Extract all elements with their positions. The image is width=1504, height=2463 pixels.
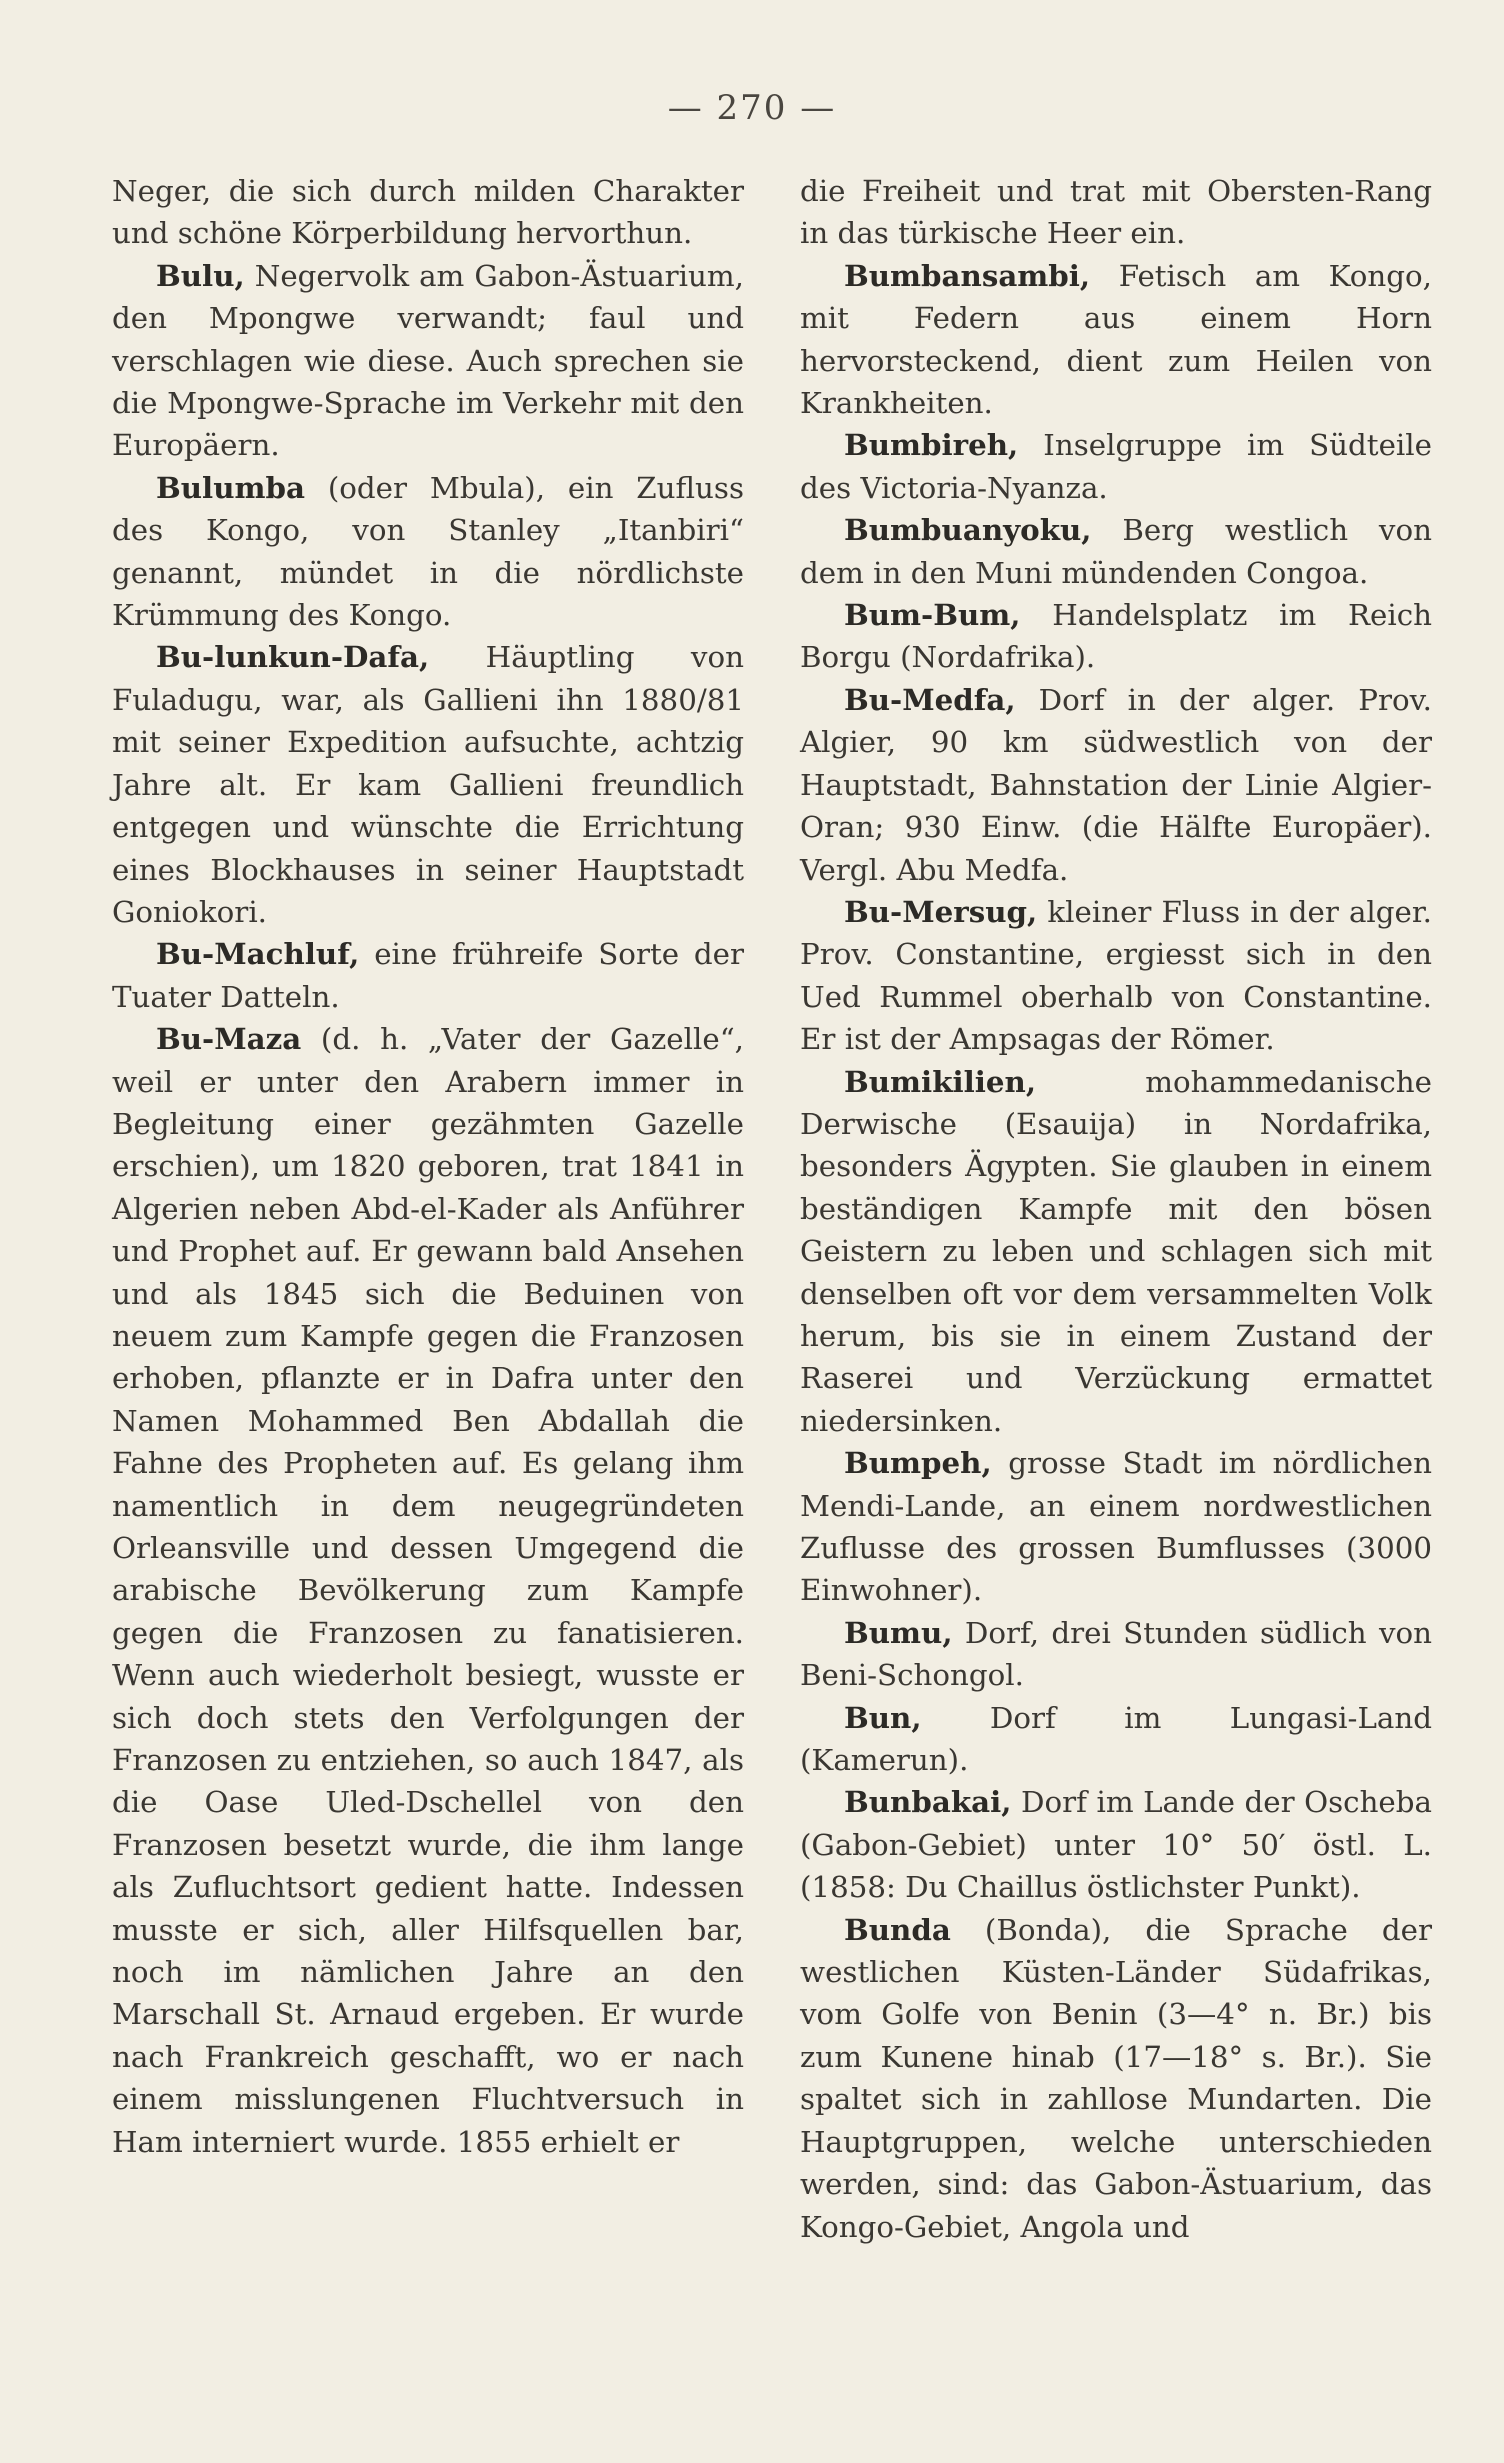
entry-text: (Bonda), die Sprache der westlichen Küsten-Länder Südafrikas, vom Golfe von Benin (3—4° n. Br.) bis zum Kunene hinab (17—18° s. Br.). Sie spaltet sich in zahllose Mundarten. Die Hauptgruppen, welche unterschieden werden, sind: das Gabon-Ästuarium, das Kongo-Gebiet, Angola und — [800, 1912, 1432, 2244]
entry-headword: Bumbansambi, — [844, 257, 1091, 293]
dictionary-entry — [800, 1061, 1432, 1443]
dictionary-entry — [800, 1442, 1432, 1612]
entry-text: die Freiheit und trat mit Obersten-Rang in das türkische Heer ein. — [800, 174, 1432, 251]
dictionary-entry — [112, 467, 744, 637]
entry-text: Dorf, drei Stunden südlich von Beni-Schongol. — [800, 1615, 1432, 1693]
left-column — [112, 170, 744, 2163]
entry-text: Negervolk am Gabon-Ästuarium, den Mpongwe verwandt; faul und verschlagen wie diese. Auch sprechen sie die Mpongwe-Sprache im Verkehr mit den Europäern. — [112, 258, 744, 463]
dictionary-entry — [800, 509, 1432, 594]
dictionary-entry — [800, 1909, 1432, 2248]
entry-headword: Bulumba — [156, 469, 305, 505]
entry-headword: Bumbireh, — [844, 427, 1019, 463]
dictionary-entry — [800, 891, 1432, 1061]
entry-headword: Bu-lunkun-Dafa, — [156, 639, 430, 675]
dictionary-entry — [800, 1612, 1432, 1697]
entry-text: kleiner Fluss in der alger. Prov. Constantine, ergiesst sich in den Ued Rummel oberhalb von Constantine. Er ist der Ampsagas der Römer. — [800, 894, 1432, 1057]
dictionary-entry — [800, 424, 1432, 509]
right-column — [800, 170, 1432, 2248]
dictionary-entry — [112, 933, 744, 1018]
dictionary-entry — [112, 636, 744, 933]
entry-headword: Bu-Machluf, — [156, 936, 360, 972]
dictionary-entry — [800, 594, 1432, 679]
entry-headword: Bu-Medfa, — [844, 681, 1016, 717]
entry-text: Berg westlich von dem in den Muni mündenden Congoa. — [800, 513, 1432, 590]
dictionary-entry — [112, 170, 744, 255]
dictionary-entry — [800, 1781, 1432, 1908]
entry-text: Häuptling von Fuladugu, war, als Gallieni ihn 1880/81 mit seiner Expedition aufsuchte, achtzig Jahre alt. Er kam Gallieni freundlich entgegen und wünschte die Errichtung eines Blockhauses in seiner Hauptstadt Goniokori. — [112, 640, 744, 929]
entry-headword: Bunda — [844, 1911, 951, 1947]
entry-headword: Bumpeh, — [844, 1445, 992, 1481]
dictionary-entry — [800, 679, 1432, 891]
entry-text: (d. h. „Vater der Gazelle“, weil er unter den Arabern immer in Begleitung einer gezähmten Gazelle erschien), um 1820 geboren, trat 1841 in Algerien neben Abd-el-Kader als Anführer und Prophet auf. Er gewann bald Ansehen und als 1845 sich die Beduinen von neuem zum Kampfe gegen die Franzosen erhoben, pflanzte er in Dafra unter den Namen Mohammed Ben Abdallah die Fahne des Propheten auf. Es gelang ihm namentlich in dem neugegründeten Orleansville und dessen Umgegend die arabische Bevölkerung zum Kampfe gegen die Franzosen zu fanatisieren. Wenn auch wiederholt besiegt, wusste er sich doch stets den Verfolgungen der Franzosen zu entziehen, so auch 1847, als die Oase Uled-Dschellel von den Franzosen besetzt wurde, die ihm lange als Zufluchtsort gedient hatte. Indessen musste er sich, aller Hilfsquellen bar, noch im nämlichen Jahre an den Marschall St. Arnaud ergeben. Er wurde nach Frankreich geschafft, wo er nach einem misslungenen Fluchtversuch in Ham interniert wurde. 1855 erhielt er — [112, 1022, 744, 2159]
entry-text: (oder Mbula), ein Zufluss des Kongo, von Stanley „Itanbiri“ genannt, mündet in die nördlichste Krümmung des Kongo. — [112, 470, 744, 633]
dictionary-entry — [112, 255, 744, 467]
entry-headword: Bunbakai, — [844, 1784, 1012, 1820]
entry-headword: Bum-Bum, — [844, 597, 1021, 633]
entry-headword: Bumu, — [844, 1614, 953, 1650]
entry-text: Fetisch am Kongo, mit Federn aus einem Horn hervorsteckend, dient zum Heilen von Krankheiten. — [800, 258, 1432, 421]
entry-headword: Bumbuanyoku, — [844, 512, 1092, 548]
dictionary-entry — [800, 255, 1432, 425]
dictionary-entry — [112, 1018, 744, 2163]
entry-text: Inselgruppe im Südteile des Victoria-Nyanza. — [800, 428, 1432, 505]
entry-headword: Bu-Mersug, — [844, 893, 1038, 929]
entry-headword: Bun, — [844, 1699, 922, 1735]
entry-headword: Bulu, — [156, 257, 245, 293]
dictionary-entry — [800, 1697, 1432, 1782]
entry-text: Handelsplatz im Reich Borgu (Nordafrika). — [800, 598, 1432, 675]
entry-text: mohammedanische Derwische (Esauija) in Nordafrika, besonders Ägypten. Sie glauben in einem beständigen Kampfe mit den bösen Geistern zu leben und schlagen sich mit denselben oft vor dem versammelten Volk herum, bis sie in einem Zustand der Raserei und Verzückung ermattet niedersinken. — [800, 1064, 1432, 1438]
entry-text: grosse Stadt im nördlichen Mendi-Lande, an einem nordwestlichen Zuflusse des grossen Bumflusses (3000 Einwohner). — [800, 1446, 1432, 1608]
dictionary-entry — [800, 170, 1432, 255]
entry-text: Dorf im Lande der Oscheba (Gabon-Gebiet) unter 10° 50′ östl. L. (1858: Du Chaillus östlichster Punkt). — [800, 1785, 1432, 1905]
entry-headword: Bumikilien, — [844, 1063, 1037, 1099]
entry-text: Dorf im Lungasi-Land (Kamerun). — [800, 1700, 1432, 1778]
entry-text: eine frühreife Sorte der Tuater Datteln. — [112, 937, 744, 1014]
entry-text: Dorf in der alger. Prov. Algier, 90 km südwestlich von der Hauptstadt, Bahnstation der Linie Algier-Oran; 930 Einw. (die Hälfte Europäer). Vergl. Abu Medfa. — [800, 682, 1432, 887]
entry-headword: Bu-Maza — [156, 1021, 302, 1057]
page-number: — 270 — — [667, 88, 837, 128]
entry-text: Neger, die sich durch milden Charakter und schöne Körperbildung hervorthun. — [112, 174, 744, 251]
